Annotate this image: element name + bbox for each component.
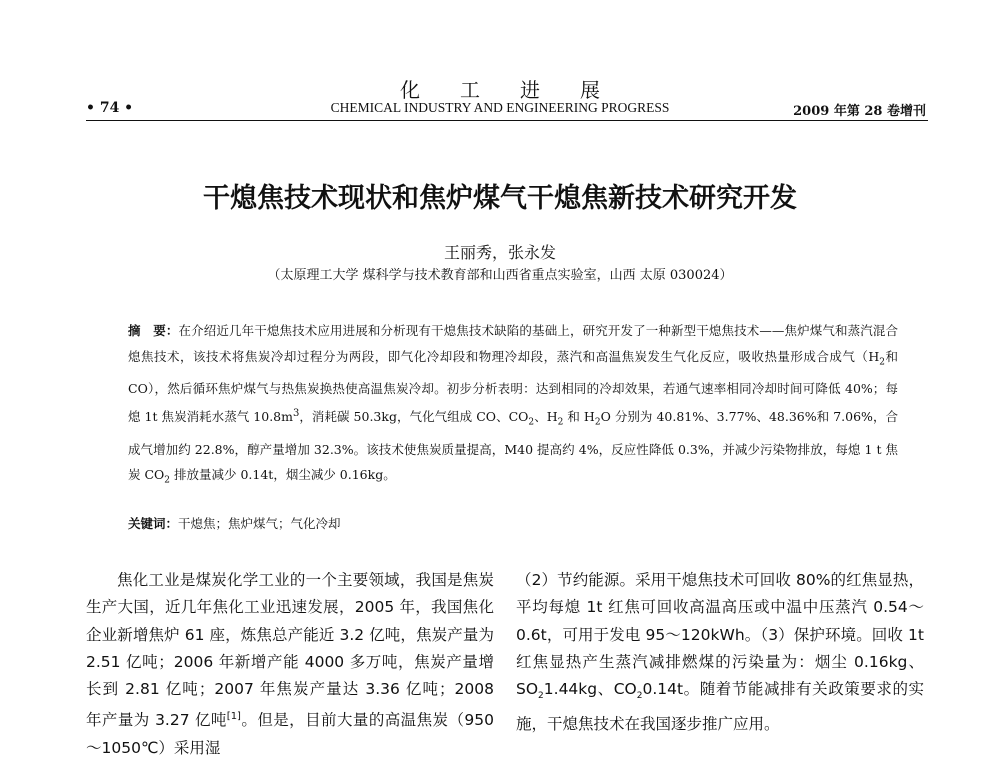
abstract-subscript-h2o: 2: [594, 417, 601, 428]
keywords: [128, 514, 898, 532]
abstract-text-1: 在介绍近几年干熄焦技术应用进展和分析现有干熄焦技术缺陷的基础上，研究开发了一种新型干熄焦技术——焦炉煤气和蒸汽混合熄焦技术，该技术将焦炭冷却过程分为两段，即气化冷却段和物理冷却段，蒸汽和高温焦炭发生气化反应，吸收热量形成合成气（H: [128, 323, 898, 364]
body-right-text-3: 0.14t。随着节能减排有关政策要求的实施，干熄焦技术在我国逐步推广应用。: [516, 680, 925, 733]
article-title: 干熄焦技术现状和焦炉煤气干熄焦新技术研究开发: [203, 183, 797, 214]
body-subscript-so2: 2: [538, 691, 544, 702]
article-authors: 王丽秀，张永发: [443, 243, 556, 262]
abstract-subscript-h2: 2: [879, 357, 885, 368]
keywords-text: 干熄焦；焦炉煤气；气化冷却: [178, 516, 341, 531]
abstract-label: 摘 要：: [128, 323, 179, 338]
abstract-subscript-h2-b: 2: [557, 417, 564, 428]
abstract-text-6: O 分别为 40.81%、3.77%、48.36%和 7.06%，合成气增加约 22.8%，醇产量增加 32.3%。该技术使焦炭质量提高，M40 提高约 4%，反应性降低 0.3%，并减少污染物排放，每熄 1 t 焦炭 CO: [128, 409, 898, 483]
abstract-subscript-co2-b: 2: [164, 475, 171, 486]
body-left-text-2: 。但是，目前大量的高温焦炭（950～1050℃）采用湿: [86, 711, 494, 757]
citation-ref-1: [1]: [226, 711, 241, 723]
journal-name-english: CHEMICAL INDUSTRY AND ENGINEERING PROGRESS: [330, 100, 670, 115]
body-right-text-2: 1.44kg、CO: [543, 680, 637, 699]
abstract-text-5: 和 H: [563, 409, 595, 425]
abstract-superscript-m3: 3: [292, 408, 300, 420]
abstract-text-2: 和 CO），然后循环焦炉煤气与热焦炭换热使高温焦炭冷却。初步分析表明：达到相同的冷却效果，若通气速率相同冷却时间可降低 40%；每熄 1t 焦炭消耗水蒸气 10.8m: [128, 348, 898, 425]
abstract: [128, 318, 898, 494]
keywords-label: 关键词：: [128, 516, 179, 531]
author-affiliation: （太原理工大学 煤科学与技术教育部和山西省重点实验室，山西 太原 030024）: [267, 268, 733, 283]
body-column-left: [86, 567, 494, 762]
abstract-text-3: ，消耗碳 50.3kg，气化气组成 CO、CO: [299, 409, 529, 425]
body-column-right: [516, 567, 924, 738]
abstract-text-7: 排放量减少 0.14t，烟尘减少 0.16kg。: [170, 467, 396, 483]
issue-info: 2009 年第 28 卷增刊: [793, 104, 926, 119]
journal-name-chinese: 化工进展: [400, 78, 640, 102]
body-left-text-1: 焦化工业是煤炭化学工业的一个主要领域，我国是焦炭生产大国，近几年焦化工业迅速发展，2005 年，我国焦化企业新增焦炉 61 座，炼焦总产能近 3.2 亿吨，焦炭产量为 2.51 亿吨；2006 年新增产能 4000 多万吨，焦炭产量增长到 2.81 亿吨；2007 年焦炭产量达 3.36 亿吨；2008 年产量为 3.27 亿吨: [86, 571, 494, 730]
header-divider: [86, 120, 928, 121]
page-number: • 74 •: [86, 100, 134, 116]
abstract-subscript-co2: 2: [528, 417, 535, 428]
body-right-text-1: （2）节约能源。采用干熄焦技术可回收 80%的红焦显热，平均每熄 1t 红焦可回收高温高压或中温中压蒸汽 0.54～0.6t，可用于发电 95～120kWh。（3）保护环境。回收 1t 红焦显热产生蒸汽减排燃煤的污染量为：烟尘 0.16kg、SO: [516, 571, 924, 699]
abstract-text-4: 、H: [534, 409, 558, 425]
body-subscript-co2: 2: [636, 691, 643, 702]
